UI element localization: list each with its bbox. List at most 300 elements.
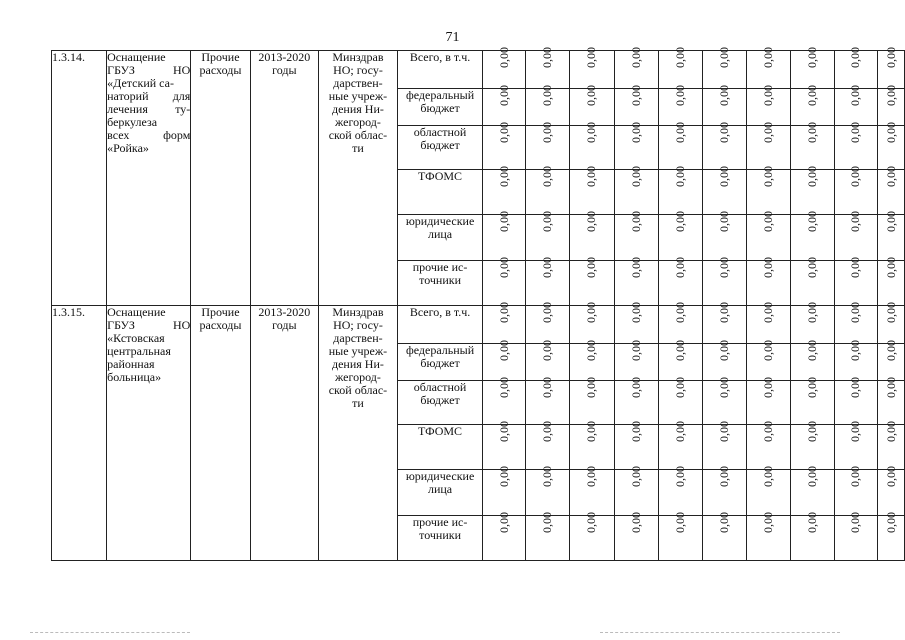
value-text: 0,00 [672,85,687,106]
value-text: 0,00 [628,85,643,106]
value-cell [658,85,702,126]
value-cell [614,466,658,516]
value-text: 0,00 [848,47,863,68]
value-text: 0,00 [716,257,731,278]
executor-line: ти [352,396,364,410]
item-name-word: ГБУЗ [107,318,135,332]
value-cell [570,466,614,516]
value-text: 0,00 [584,377,599,398]
value-cell [834,302,877,344]
value-text: 0,00 [848,257,863,278]
value-cell [746,512,790,561]
value-text: 0,00 [760,377,775,398]
value-cell [746,421,790,470]
value-cell [526,166,570,215]
value-text: 0,00 [716,512,731,533]
value-cell [834,166,877,215]
value-text: 0,00 [672,302,687,323]
funding-source-line: ТФОМС [418,424,463,438]
item-name [107,51,191,306]
value-cell [878,340,905,381]
value-text: 0,00 [540,47,555,68]
value-cell [878,377,905,425]
value-cell [483,377,526,425]
value-text: 0,00 [804,211,819,232]
value-cell [790,211,834,261]
value-cell [878,302,905,344]
value-text: 0,00 [848,421,863,442]
value-text: 0,00 [760,512,775,533]
item-name-word: НО [172,318,191,332]
value-cell [614,85,658,126]
value-cell [483,85,526,126]
value-cell [702,122,746,170]
value-text: 0,00 [716,421,731,442]
funding-source-line: Всего, в т.ч. [409,50,471,64]
value-text: 0,00 [760,47,775,68]
value-text: 0,00 [672,257,687,278]
value-text: 0,00 [628,257,643,278]
executor [319,51,398,306]
item-name [107,306,191,561]
value-cell [614,302,658,344]
value-cell [746,211,790,261]
value-cell [570,512,614,561]
value-text: 0,00 [883,421,898,442]
value-text: 0,00 [848,302,863,323]
value-cell [570,211,614,261]
value-cell [878,47,905,89]
period [250,306,318,561]
value-cell [614,211,658,261]
executor-line: дарствен- [333,76,383,90]
value-text: 0,00 [496,377,511,398]
value-cell [834,377,877,425]
value-text: 0,00 [804,257,819,278]
value-cell [746,377,790,425]
funding-source [397,126,482,170]
value-text: 0,00 [848,340,863,361]
value-cell [614,166,658,215]
value-cell [526,47,570,89]
value-cell [702,257,746,306]
value-text: 0,00 [804,85,819,106]
value-text: 0,00 [628,166,643,187]
value-cell [746,166,790,215]
value-cell [483,512,526,561]
item-name-word: беркулеза [107,115,158,129]
value-text: 0,00 [716,85,731,106]
item-name-word: наторий [107,89,149,103]
value-cell [702,512,746,561]
executor-line: дения Ни- [332,102,384,116]
value-text: 0,00 [584,122,599,143]
value-text: 0,00 [672,377,687,398]
item-name-word: центральная [107,344,171,358]
item-name-line [107,371,190,384]
value-text: 0,00 [628,421,643,442]
value-cell [878,211,905,261]
value-text: 0,00 [584,85,599,106]
value-text: 0,00 [672,512,687,533]
executor-line: ской облас- [328,383,388,397]
value-text: 0,00 [883,211,898,232]
period-line: 2013-2020 [258,50,311,64]
value-text: 0,00 [584,512,599,533]
item-name-word: «Детский са- [107,76,174,90]
value-text: 0,00 [760,85,775,106]
value-cell [658,211,702,261]
item-name-word: ту- [175,102,191,116]
value-cell [658,377,702,425]
value-text: 0,00 [628,340,643,361]
value-text: 0,00 [540,85,555,106]
value-cell [746,122,790,170]
table-row [52,306,905,344]
value-cell [570,122,614,170]
item-name-word: НО [172,63,191,77]
funding-source [397,170,482,215]
value-cell [878,122,905,170]
value-cell [614,377,658,425]
table-row [52,51,905,89]
value-cell [614,122,658,170]
value-cell [526,512,570,561]
value-text: 0,00 [760,466,775,487]
value-text: 0,00 [672,466,687,487]
value-cell [790,166,834,215]
value-text: 0,00 [672,166,687,187]
funding-source-line: Всего, в т.ч. [409,305,471,319]
value-text: 0,00 [716,211,731,232]
value-cell [658,421,702,470]
value-text: 0,00 [672,340,687,361]
value-text: 0,00 [628,512,643,533]
funding-source [397,261,482,306]
scan-edge-line [30,632,190,633]
value-text: 0,00 [628,211,643,232]
value-cell [526,340,570,381]
value-text: 0,00 [584,466,599,487]
value-text: 0,00 [496,166,511,187]
value-text: 0,00 [628,377,643,398]
value-text: 0,00 [584,302,599,323]
funding-source-line: прочие ис- [412,260,468,274]
value-text: 0,00 [628,47,643,68]
value-text: 0,00 [883,340,898,361]
value-cell [526,122,570,170]
value-text: 0,00 [848,122,863,143]
value-text: 0,00 [496,122,511,143]
value-cell [834,211,877,261]
value-text: 0,00 [540,466,555,487]
value-cell [570,377,614,425]
funding-source-line: лица [427,482,453,496]
value-cell [834,421,877,470]
executor-line: ные учреж- [328,344,388,358]
expense-category-line: расходы [199,63,242,77]
value-cell [702,47,746,89]
value-text: 0,00 [672,421,687,442]
value-text: 0,00 [496,466,511,487]
value-cell [658,166,702,215]
expense-category-line: Прочие [201,305,240,319]
funding-source [397,306,482,344]
funding-source-line: бюджет [420,393,460,407]
funding-source [397,51,482,89]
value-cell [878,512,905,561]
funding-source-line: бюджет [420,138,460,152]
value-cell [570,302,614,344]
period-line: годы [272,63,297,77]
value-cell [878,421,905,470]
value-cell [702,421,746,470]
funding-source-line: федеральный [405,88,475,102]
page-number: 71 [445,30,460,45]
value-cell [790,47,834,89]
value-cell [834,340,877,381]
value-text: 0,00 [760,302,775,323]
item-name-word: районная [107,357,155,371]
value-text: 0,00 [496,421,511,442]
value-text: 0,00 [716,377,731,398]
value-text: 0,00 [848,166,863,187]
funding-source-line: лица [427,227,453,241]
value-text: 0,00 [760,211,775,232]
funding-source-line: областной [413,380,467,394]
value-text: 0,00 [540,257,555,278]
value-cell [878,257,905,306]
value-cell [483,340,526,381]
value-text: 0,00 [804,122,819,143]
value-text: 0,00 [716,122,731,143]
value-text: 0,00 [716,47,731,68]
value-cell [570,166,614,215]
funding-source [397,344,482,381]
executor-line: ные учреж- [328,89,388,103]
value-text: 0,00 [672,122,687,143]
value-cell [483,211,526,261]
item-name-word: ГБУЗ [107,63,135,77]
value-text: 0,00 [804,166,819,187]
funding-source-line: прочие ис- [412,515,468,529]
value-cell [658,302,702,344]
value-text: 0,00 [496,257,511,278]
value-text: 0,00 [540,302,555,323]
funding-source [397,89,482,126]
value-text: 0,00 [804,340,819,361]
value-cell [878,166,905,215]
item-name-word: для [172,89,191,103]
value-cell [614,421,658,470]
item-number: 1.3.14. [52,51,107,306]
value-text: 0,00 [540,421,555,442]
funding-source-line: областной [413,125,467,139]
value-text: 0,00 [804,302,819,323]
funding-source [397,470,482,516]
period-line: годы [272,318,297,332]
value-cell [790,512,834,561]
value-cell [526,377,570,425]
funding-source-line: бюджет [420,101,460,115]
value-cell [702,302,746,344]
value-cell [570,47,614,89]
value-text: 0,00 [496,211,511,232]
value-text: 0,00 [628,466,643,487]
funding-source-line: бюджет [420,356,460,370]
value-text: 0,00 [760,340,775,361]
value-cell [570,340,614,381]
value-text: 0,00 [760,122,775,143]
value-text: 0,00 [584,47,599,68]
value-cell [526,421,570,470]
value-cell [658,340,702,381]
value-cell [526,257,570,306]
item-name-word: «Кстовская [107,331,165,345]
value-text: 0,00 [760,421,775,442]
value-text: 0,00 [883,377,898,398]
value-text: 0,00 [883,85,898,106]
value-cell [878,85,905,126]
item-name-word: лечения [107,102,148,116]
value-cell [570,257,614,306]
value-cell [790,377,834,425]
value-cell [658,466,702,516]
value-text: 0,00 [584,166,599,187]
value-cell [790,257,834,306]
value-cell [483,466,526,516]
value-cell [746,466,790,516]
value-cell [834,257,877,306]
value-cell [790,122,834,170]
expense-category [191,51,250,306]
value-cell [834,122,877,170]
value-cell [614,47,658,89]
value-text: 0,00 [804,421,819,442]
value-text: 0,00 [496,47,511,68]
item-name-word: больница» [107,370,162,384]
value-cell [790,302,834,344]
funding-table [51,47,905,561]
value-text: 0,00 [760,257,775,278]
value-cell [614,340,658,381]
value-cell [614,512,658,561]
value-text: 0,00 [883,122,898,143]
value-text: 0,00 [716,340,731,361]
funding-source [397,425,482,470]
value-cell [483,122,526,170]
funding-source-line: точники [419,273,462,287]
value-text: 0,00 [672,211,687,232]
value-cell [790,466,834,516]
value-text: 0,00 [883,466,898,487]
value-cell [790,340,834,381]
period-line: 2013-2020 [258,305,311,319]
value-text: 0,00 [584,211,599,232]
value-cell [526,211,570,261]
value-cell [658,257,702,306]
executor-line: Минздрав [332,50,384,64]
value-cell [746,85,790,126]
value-text: 0,00 [848,85,863,106]
value-cell [702,466,746,516]
value-text: 0,00 [540,512,555,533]
value-text: 0,00 [760,166,775,187]
value-text: 0,00 [584,421,599,442]
value-cell [526,302,570,344]
value-text: 0,00 [540,211,555,232]
value-cell [702,85,746,126]
value-text: 0,00 [883,512,898,533]
value-text: 0,00 [540,166,555,187]
expense-category [191,306,250,561]
value-text: 0,00 [672,47,687,68]
value-text: 0,00 [848,512,863,533]
value-text: 0,00 [883,47,898,68]
value-cell [834,466,877,516]
value-text: 0,00 [628,122,643,143]
item-name-line [107,142,190,155]
value-cell [570,85,614,126]
executor-line: жегород- [335,115,381,129]
value-cell [702,211,746,261]
value-cell [658,512,702,561]
value-text: 0,00 [540,122,555,143]
value-cell [746,302,790,344]
funding-source-line: юридические [405,469,475,483]
value-cell [526,85,570,126]
value-text: 0,00 [804,466,819,487]
value-text: 0,00 [716,166,731,187]
expense-category-line: Прочие [201,50,240,64]
value-text: 0,00 [848,211,863,232]
value-cell [746,340,790,381]
value-cell [746,47,790,89]
funding-source [397,381,482,425]
item-name-word: форм [163,128,191,142]
executor-line: жегород- [335,370,381,384]
value-text: 0,00 [584,257,599,278]
executor-line: Минздрав [332,305,384,319]
value-text: 0,00 [540,377,555,398]
item-number: 1.3.15. [52,306,107,561]
executor-line: НО; госу- [333,318,383,332]
value-cell [790,85,834,126]
value-cell [702,340,746,381]
item-name-word: «Ройка» [107,141,149,155]
value-text: 0,00 [883,302,898,323]
funding-source-line: федеральный [405,343,475,357]
value-cell [483,47,526,89]
item-name-word: всех [107,128,130,142]
value-cell [702,377,746,425]
funding-source [397,215,482,261]
value-cell [658,122,702,170]
funding-source-line: точники [419,528,462,542]
value-text: 0,00 [628,302,643,323]
funding-source-line: юридические [405,214,475,228]
executor-line: дения Ни- [332,357,384,371]
value-cell [834,512,877,561]
value-text: 0,00 [716,302,731,323]
executor-line: дарствен- [333,331,383,345]
value-cell [614,257,658,306]
value-cell [702,166,746,215]
scan-edge-line [600,632,840,633]
value-cell [834,47,877,89]
value-text: 0,00 [540,340,555,361]
value-text: 0,00 [496,340,511,361]
